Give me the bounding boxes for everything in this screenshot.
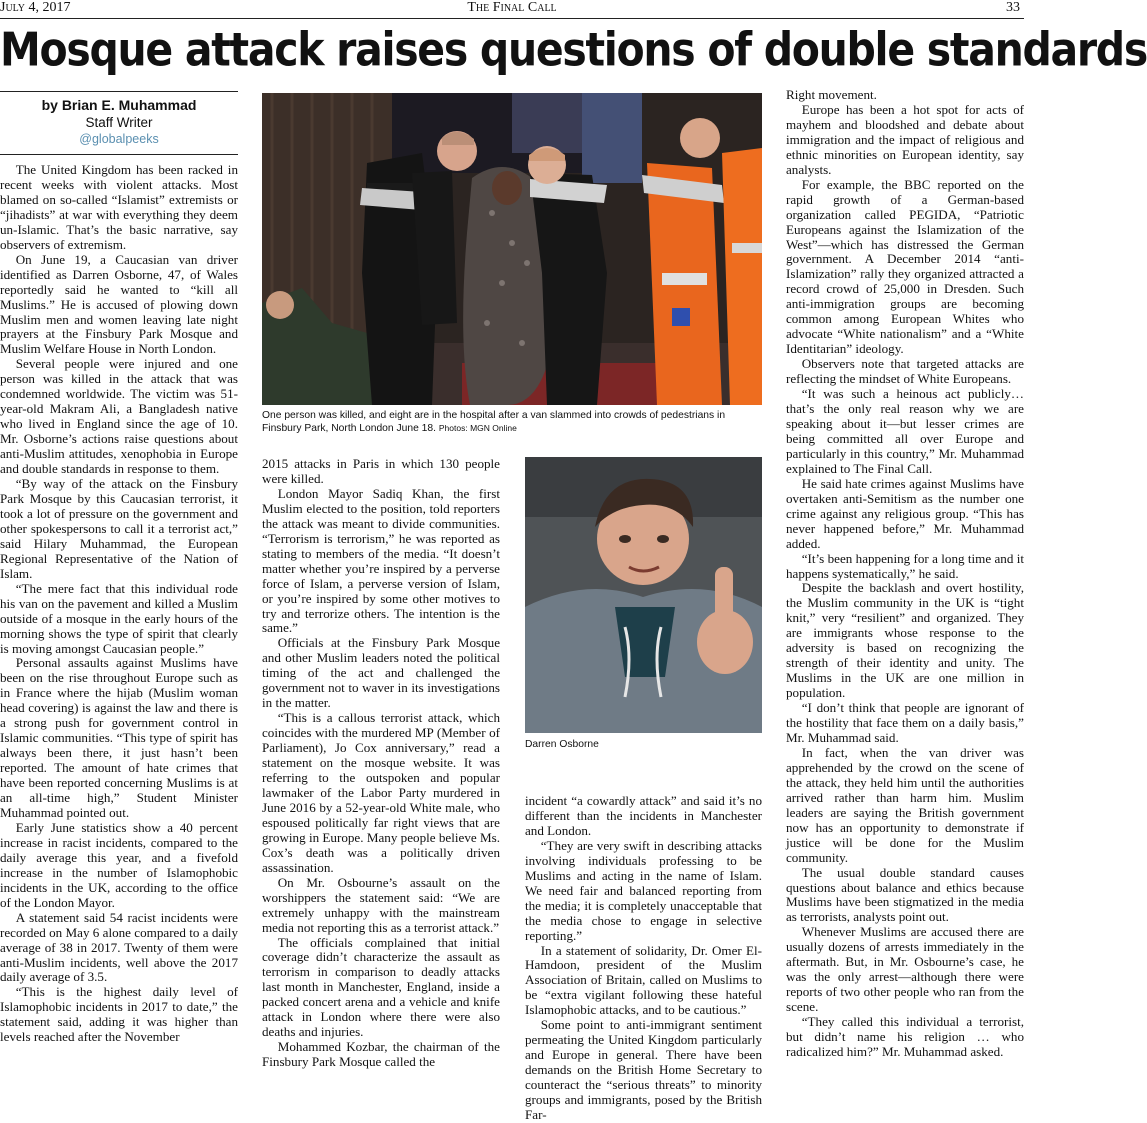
paragraph: For example, the BBC reported on the rapid growth of a German-based organization called PEGIDA, “Patriotic Europeans against the Islamization of the West”—which has distressed the German government. A December 2014 “anti-Islamization” rally they organized attracted a record crowd of 25,000 in Dresden. Such anti-immigration groups are becoming common among European Whites who advocate “White nationalism” and a “White Identitarian” ideology. bbox=[786, 176, 1024, 357]
paragraph: On June 19, a Caucasian van driver identified as Darren Osborne, 47, of Wales reportedly said he wanted to “kill all Muslims.” He is accused of plowing down Muslim men and women leaving late night prayers at the Finsbury Park Mosque and Muslim Welfare House in North London. bbox=[0, 251, 238, 357]
paragraph: London Mayor Sadiq Khan, the first Muslim elected to the position, told reporters the attack was meant to divide communities. “Terrorism is terrorism,” he was reported as stating to members of the media. “It doesn’t matter whether you’re inspired by a perverse force of Islam, a perverse version of Islam, or you’re inspired by some other motives to try and terrorize others. The intention is the same.” bbox=[262, 485, 500, 636]
publication-name: The Final Call bbox=[467, 0, 557, 15]
photo-credit: Photos: MGN Online bbox=[438, 423, 517, 433]
paragraph: “They called this individual a terrorist, but didn’t name his religion … who radicalized him?” Mr. Muhammad asked. bbox=[786, 1014, 1024, 1059]
paragraph: “They are very swift in describing attacks involving individuals professing to be Muslims and acting in the name of Islam. We need fair and balanced reporting from the media; it is completely unacceptable that the media chose to engage in selective reporting.” bbox=[525, 837, 762, 943]
paragraph: Officials at the Finsbury Park Mosque and other Muslim leaders noted the political timing of the act and challenged the government not to waver in its investigations in the matter. bbox=[262, 635, 500, 711]
osborne-photo bbox=[525, 457, 762, 733]
paragraph: The usual double standard causes questions about balance and ethics because Muslims have been stigmatized in the media as terrorists, analysts point out. bbox=[786, 864, 1024, 925]
paragraph: “By way of the attack on the Finsbury Park Mosque by this Caucasian terrorist, it took a lot of pressure on the government and other spokespersons to call it a terrorist act,” said Hilary Muhammad, the European Regional Representative of the Nation of Islam. bbox=[0, 476, 238, 581]
author-social-handle[interactable]: @globalpeeks bbox=[79, 132, 159, 146]
paragraph: “It’s been happening for a long time and it happens systematically,” he said. bbox=[786, 550, 1024, 581]
main-photo-caption-text: One person was killed, and eight are in the hospital after a van slammed into crowds of pedestrians in Finsbury Park, North London June 18. bbox=[262, 410, 726, 434]
issue-date: July 4, 2017 bbox=[0, 0, 71, 15]
paragraph: Right movement. bbox=[786, 87, 877, 102]
paragraph: In a statement of solidarity, Dr. Omer El-Hamdoon, president of the Muslim Association of Britain, called on Muslims to be “extra vigilant following these hateful Islamophobic attacks, and to be cautious.” bbox=[525, 942, 762, 1018]
paragraph: incident “a cowardly attack” and said it’s no different than the incidents in Manchester and London. bbox=[525, 793, 762, 838]
osborne-photo-illustration bbox=[525, 457, 762, 733]
article-column-3 bbox=[525, 793, 762, 1123]
byline-divider bbox=[0, 154, 238, 155]
page-number: 33 bbox=[1006, 0, 1020, 15]
paragraph: “It was such a heinous act publicly… that’s the only real reason why we are speaking about it—but lesser crimes are being committed all over Europe and particularly in this country,” Mr. Muhammad explained to The Final Call. bbox=[786, 386, 1024, 476]
paragraph: “This is a callous terrorist attack, which coincides with the murdered MP (Member of Parliament), Jo Cox anniversary,” read a statement on the mosque website. It was referring to the outspoken and popular lawmaker of the Labor Party murdered in June 2016 by a 52-year-old White male, who espoused politically far right views that are growing in Europe. Many people believe Ms. Cox’s death was a politically driven assassination. bbox=[262, 710, 500, 875]
paragraph: “I don’t think that people are ignorant of the hostility that face them on a daily basis,” Mr. Muhammad said. bbox=[786, 700, 1024, 745]
author-name: by Brian E. Muhammad bbox=[41, 97, 197, 113]
paragraph: Early June statistics show a 40 percent increase in racist incidents, compared to the daily average this year, and a fivefold increase in the number of Islamophobic incidents in the UK, according to the office of the London Mayor. bbox=[0, 819, 238, 910]
author-role: Staff Writer bbox=[85, 115, 153, 130]
article-column-4 bbox=[786, 88, 1024, 1108]
article-column-1 bbox=[0, 163, 238, 1108]
main-photo-illustration bbox=[262, 93, 762, 405]
paragraph: On Mr. Osbourne’s assault on the worshippers the statement said: “We are extremely unhappy with the mainstream media not reporting this as a terrorist attack.” bbox=[262, 874, 500, 935]
paragraph: “The mere fact that this individual rode his van on the pavement and killed a Muslim outside of a mosque in the early hours of the morning shows the type of spirit that clearly is moving amongst Caucasian people.” bbox=[0, 580, 238, 656]
headline: Mosque attack raises questions of double standards bbox=[0, 23, 1147, 77]
main-news-photo bbox=[262, 93, 762, 405]
paragraph: Some point to anti-immigrant sentiment permeating the United Kingdom particularly and Europe in general. There have been demands on the British Home Secretary to counteract the “serious threats” to minority groups and immigrants, posed by the British Far- bbox=[525, 1017, 762, 1123]
paragraph: The officials complained that initial coverage didn’t characterize the assault as terrorism in comparison to deadly attacks last month in Manchester, England, inside a packed concert arena and a vehicle and knife attack in London where there were also deaths and injuries. bbox=[262, 934, 500, 1040]
running-head bbox=[0, 0, 1024, 19]
paragraph: Whenever Muslims are accused there are usually dozens of arrests immediately in the aftermath. But, in Mr. Osbourne’s case, he was the only arrest—although there were reports of two other people who ran from the scene. bbox=[786, 924, 1024, 1015]
paragraph: A statement said 54 racist incidents were recorded on May 6 alone compared to a daily average of 38 in 2017. Twenty of them were anti-Muslim incidents, well above the 2017 daily average of 3.5. bbox=[0, 909, 238, 985]
byline bbox=[0, 91, 238, 148]
paragraph: “This is the highest daily level of Islamophobic incidents in 2017 to date,” the statement said, adding it was higher than levels reached after the November bbox=[0, 984, 238, 1045]
paragraph: He said hate crimes against Muslims have overtaken anti-Semitism as the number one crime against any religious group. “This has never happened before,” Mr. Muhammad added. bbox=[786, 475, 1024, 551]
article-column-2 bbox=[262, 457, 500, 1108]
osborne-photo-caption: Darren Osborne bbox=[525, 739, 599, 750]
paragraph: 2015 attacks in Paris in which 130 people were killed. bbox=[262, 456, 500, 486]
paragraph: In fact, when the van driver was apprehended by the crowd on the scene of the attack, they held him until the authorities arrived rather than harm him. Muslim leaders are saying the British government now has an opportunity to demonstrate if justice will be done for the Muslim community. bbox=[786, 744, 1024, 865]
paragraph: Despite the backlash and overt hostility, the Muslim community in the UK is “tight knit,” very “resilient” and organized. They are immigrants whose response to the adversity is based on recognizing the strength of their identity and unity. The Muslims in the UK are one million in population. bbox=[786, 580, 1024, 701]
paragraph: Personal assaults against Muslims have been on the rise throughout Europe such as in France where the hijab (Muslim woman head covering) is against the law and there is a strong push for government control in Islamic communities. “This type of spirit has always been there, it just hasn’t been reported. The amount of hate crimes that have been reported concerning Muslims is at an all-time high,” Student Minister Muhammad pointed out. bbox=[0, 655, 238, 820]
paragraph: Several people were injured and one person was killed in the attack that was condemned worldwide. The victim was 51-year-old Makram Ali, a Bangladesh native who lived in England since the age of 10. Mr. Osborne’s actions raise questions about anti-Muslim attitudes, xenophobia in Europe and double standards in response to them. bbox=[0, 356, 238, 477]
main-photo-caption bbox=[262, 409, 762, 435]
paragraph: Mohammed Kozbar, the chairman of the Finsbury Park Mosque called the bbox=[262, 1039, 500, 1070]
paragraph: The United Kingdom has been racked in recent weeks with violent attacks. Most blamed on so-called “Islamist” extremists or “jihadists” at war with everything they deem un-Islamic. That’s the basic narrative, say observers of extremism. bbox=[0, 162, 238, 252]
paragraph: Observers note that targeted attacks are reflecting the mindset of White Europeans. bbox=[786, 356, 1024, 387]
paragraph: Europe has been a hot spot for acts of mayhem and bloodshed and debate about immigration and the impact of religious and ethnic minorities on European identity, say analysts. bbox=[786, 101, 1024, 177]
